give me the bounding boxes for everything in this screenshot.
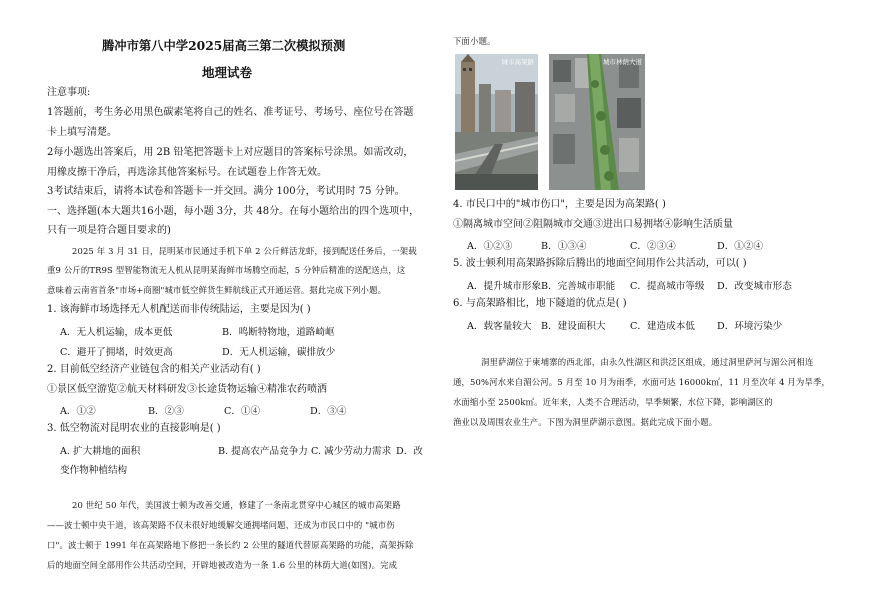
question-items: ①隔离城市空间②阻隔城市交通③进出口易拥堵④影响生活质量 <box>453 219 733 230</box>
boulevard-photo <box>549 54 645 190</box>
section-heading: 一、选择题(本大题共16小题，每小题 3分，共 48分。在每小题给出的四个选项中， <box>47 206 420 217</box>
question-stem: 6. 与高架路相比，地下隧道的优点是( ) <box>453 298 627 309</box>
passage-line: 通，50%河水来自湄公河。5 月至 10 月为雨季，水面可达 16000k㎡，11 月至次年 4 月为旱季， <box>453 377 831 387</box>
option: B．完善城市职能 <box>541 281 616 292</box>
notice-heading: 注意事项: <box>47 87 91 98</box>
option: A. 扩大耕地的面积 <box>60 446 141 457</box>
passage-line: 洞里萨湖位于柬埔寨的西北部，由永久性湖区和洪泛区组成，通过洞里萨河与湄公河相连 <box>481 357 814 367</box>
passage-line: 口"。波士顿于 1991 年在高架路地下修把一条长约 2 公里的隧道代替原高架路的功能，高架拆除 <box>47 540 414 550</box>
passage-line: ——波士顿中央干道，该高架路不仅未很好地缓解交通拥堵问题，还成为市民口中的 "城市伤 <box>47 520 395 530</box>
question-stem: 5. 波士顿利用高架路拆除后腾出的地面空间用作公共活动，可以( ) <box>453 258 747 269</box>
passage-line: 20 世纪 50 年代，美国波士顿为改善交通，修建了一条南北贯穿中心城区的城市高架路 <box>72 500 401 510</box>
option: D．无人机运输，碳排放少 <box>222 347 336 358</box>
option: B．鸣断特物地，道路崎岖 <box>222 327 335 338</box>
option: A．提升城市形象 <box>467 281 542 292</box>
passage-line: 下面小题。 <box>453 36 496 46</box>
passage-line: 后的地面空间全部用作公共活动空间，开辟地被改造为一条 1.6 公里的林荫大道(如图)。完成 <box>47 560 398 570</box>
option: C．①④ <box>224 406 261 417</box>
question-stem: 2. 目前低空经济产业链包含的相关产业活动有( ) <box>47 364 261 375</box>
option: A．载客量较大 <box>467 321 532 332</box>
option: 变作物种植结构 <box>60 465 128 476</box>
option: B．②③ <box>148 406 184 417</box>
option: D．环境污染少 <box>717 321 783 332</box>
option: C．提高城市等级 <box>630 281 705 292</box>
option: D．改 <box>396 446 423 457</box>
option: A．①②③ <box>467 241 513 252</box>
option: D．改变城市形态 <box>717 281 792 292</box>
option: B．建设面积大 <box>541 321 606 332</box>
passage-line: 意味着云南省首条"市场+商圈"城市低空鲜货生鲜航线正式开通运营。据此完成下列小题。 <box>47 285 387 295</box>
passage-line: 水面缩小至 2500k㎡。近年来，人类不合理活动，旱季频繁，水位下降，影响湖区的 <box>453 397 773 407</box>
option: C．避开了拥堵，时效更高 <box>60 347 173 358</box>
option: A．无人机运输，成本更低 <box>60 327 173 338</box>
question-items: ①景区低空游览②航天材料研发③长途货物运输④精准农药喷洒 <box>47 384 327 395</box>
option: D．①②④ <box>717 241 764 252</box>
exam-subtitle: 地理试卷 <box>202 65 253 80</box>
section-heading: 只有一项是符合题目要求的) <box>47 225 171 236</box>
option: C．建造成本低 <box>630 321 695 332</box>
option: A．①② <box>60 406 96 417</box>
notice-line: 1答题前，考生务必用黑色碳素笔将自己的姓名、准考证号、考场号、座位号在答题 <box>47 107 414 118</box>
question-stem: 4. 市民口中的"城市伤口"，主要是因为高架路( ) <box>453 199 666 210</box>
question-stem: 3. 低空物流对昆明农业的直接影响是( ) <box>47 423 221 434</box>
boulevard-image <box>549 54 645 190</box>
exam-title: 腾冲市第八中学2025届高三第二次模拟预测 <box>102 38 346 53</box>
question-stem: 1. 该海鲜市场选择无人机配送而非传统陆运，主要是因为( ) <box>47 304 311 315</box>
photo-caption: 城市林荫大道 <box>603 58 642 66</box>
option: C．②③④ <box>630 241 676 252</box>
passage-line: 渔业以及周围农业生产。下图为洞里萨湖示意图。据此完成下面小题。 <box>453 417 718 427</box>
option: B. 提高农产品竞争力 C. 减少劳动力需求 <box>218 446 392 457</box>
elevated-road-image <box>455 54 538 190</box>
photo-caption: 城市高架路 <box>501 58 534 66</box>
notice-line: 3考试结束后，请将本试卷和答题卡一并交回。满分 100分，考试用时 75 分钟。 <box>47 186 405 197</box>
passage-line: 重9 公斤的TR9S 型智能物流无人机从昆明某海鲜市场腾空而起，5 分钟后精准的送配送点，这 <box>47 265 406 275</box>
notice-line: 2每小题选出答案后，用 2B 铅笔把答题卡上对应题目的答案标号涂黑。如需改动， <box>47 147 414 158</box>
notice-line: 用橡皮擦干净后，再选涂其他答案标号。在试题卷上作答无效。 <box>47 167 327 178</box>
option: D．③④ <box>310 406 347 417</box>
notice-line: 卡上填写清楚。 <box>47 127 117 138</box>
elevated-road-photo <box>455 54 538 190</box>
option: B．①③④ <box>541 241 587 252</box>
passage-line: 2025 年 3 月 31 日，昆明某市民通过手机下单 2 公斤鲜活龙虾，接到配送任务后，一架载 <box>72 246 417 256</box>
